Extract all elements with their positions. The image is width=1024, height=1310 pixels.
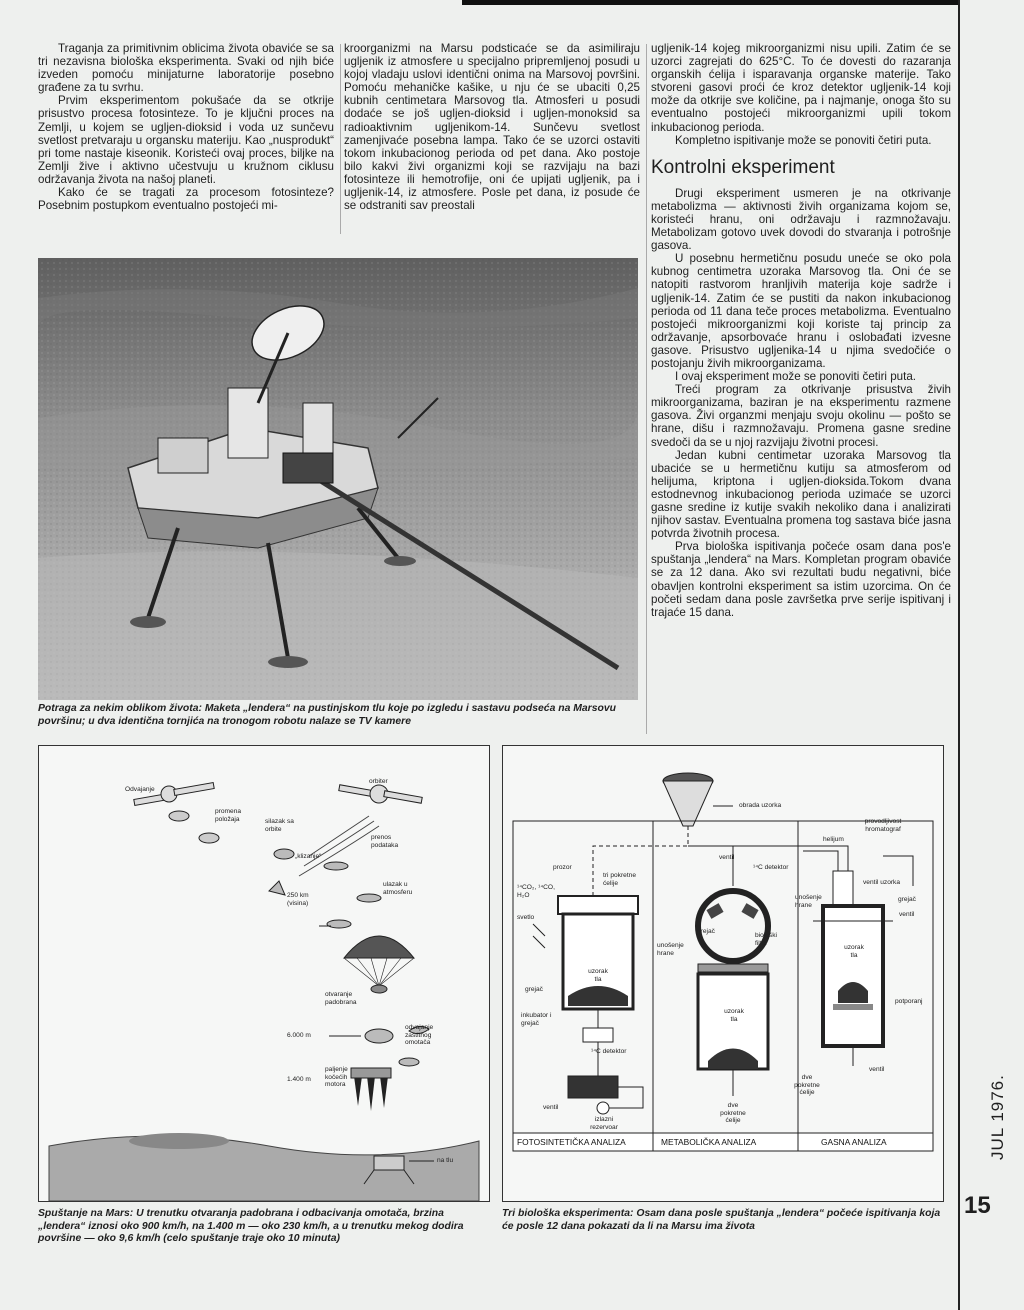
section-heading: Kontrolni eksperiment bbox=[651, 156, 835, 178]
label-ventil-foto: ventil bbox=[543, 1104, 559, 1111]
label-uzorak-tla-foto: uzorak tla bbox=[588, 968, 608, 983]
label-grejac-foto: grejač bbox=[525, 986, 543, 993]
label-ventil-1: ventil bbox=[719, 854, 735, 861]
parachute-icon bbox=[344, 936, 414, 993]
label-c14-detektor: ¹⁴C detektor bbox=[591, 1048, 627, 1055]
label-obrada: obrada uzorka bbox=[739, 802, 782, 809]
paragraph: Jedan kubni centimetar uzoraka Marsovog tla ubaciće se u hermetičnu kutiju sa atmosferom od helijuma, kriptona i ugljen-dioksida.Tokom dvana estodnevnog inkubacionog perioda uzimaće se uzorci gasne sredine iz kutije svakih nekoliko dana i analizirati njihov sastav. Eventualna promena tog sastava biće jasna potvrda životnih procesa. bbox=[651, 448, 951, 541]
orbiter-right-icon bbox=[339, 785, 422, 804]
title-gas: GASNA ANALIZA bbox=[821, 1137, 887, 1147]
column-divider bbox=[340, 44, 341, 234]
label-otvaranje: otvaranje padobrana bbox=[325, 991, 357, 1006]
page-number: 15 bbox=[964, 1192, 991, 1219]
label-klizanje: „klizanje“ bbox=[295, 853, 322, 860]
label-6000m: 6.000 m bbox=[287, 1032, 311, 1039]
mars-ground bbox=[49, 1136, 479, 1201]
paragraph: Treći program za otkrivanje prisustva živih mikroorganizama, baziran je na eksperimentu razmene gasova. Živi organzmi menjaju svoju okolinu — pošto se hrane, dišu i razmnožavaju. Promena gasne sredine svedoči da se u njoj razvijaju životni procesi. bbox=[651, 383, 951, 449]
entry-capsules bbox=[269, 849, 381, 928]
landing-caption: Spuštanje na Mars: U trenutku otvaranja padobrana i odbacivanja omotača, brzina „lendera“ iznosi oko 900 km/h, na 1.400 m — oko 230 km/h, a u trenutku mekog dodira površine — oko 9,6 km/h (celo spuštanje traje oko 10 minuta) bbox=[38, 1208, 464, 1244]
paragraph: Traganja za primitivnim oblicima života obaviće se sa tri nezavisna biološka eksperimenta. Svaki od njih biće izveden pomoću minijaturne laboratorije posebno građene za tu svrhu. bbox=[38, 42, 334, 95]
label-250km: 250 km (visina) bbox=[287, 892, 309, 907]
paragraph: Prvim eksperimentom pokušaće da se otkrije prisustvo procesa fotosinteze. To je ključni proces na Zemlji, u kojem se ugljen-dioksid i voda uz sunčevu svetlost pretvaraju u organsku materiju. Kao „nusprodukt“ pri tome nastaje kiseonik. Koristeći ovaj proces, biljke na Zemlji žive i aktivno učestvuju u kružnom ciklusu održavanja života na našoj planeti. bbox=[38, 94, 334, 186]
label-ulazak: ulazak u atmosferu bbox=[383, 881, 413, 896]
label-dve-pokretne-gas: dve pokretne ćelije bbox=[794, 1074, 820, 1097]
paragraph: Kompletno ispitivanje može se ponoviti četiri puta. bbox=[675, 133, 932, 147]
experiments-drawing bbox=[503, 746, 943, 1201]
label-svetlo: svetlo bbox=[517, 914, 535, 921]
label-1400m: 1.400 m bbox=[287, 1076, 311, 1083]
title-photosynthesis: FOTOSINTETIČKA ANALIZA bbox=[517, 1137, 626, 1147]
landing-sequence-diagram bbox=[38, 745, 490, 1202]
label-uzorak-tla-gas: uzorak tla bbox=[844, 944, 864, 959]
label-silazak: silazak sa orbite bbox=[265, 818, 294, 833]
paragraph: Prva biološka ispitivanja počeće osam dana pos'e spuštanja „lendera“ na Mars. Kompletan program obaviće se za 12 dana. Ako svi rezultati budu negativni, biće obavljen kontrolni eksperiment sa istim uzorcima. On će početi sedam dana posle završetka prve serije ispitivanj i trajaće 15 dana. bbox=[651, 540, 951, 619]
label-bioloski-filter: biološki filter bbox=[755, 932, 777, 947]
text-column-2 bbox=[344, 42, 640, 237]
label-paljenje: paljenje kočećih motora bbox=[325, 1066, 348, 1089]
label-orbiter: orbiter bbox=[369, 778, 388, 785]
landing-sequence-drawing bbox=[39, 746, 489, 1201]
label-prozor: prozor bbox=[553, 864, 572, 871]
issue-date: JUL 1976. bbox=[988, 1074, 1007, 1160]
paragraph: U posebnu hermetičnu posudu uneće se oko pola kubnog centimetra uzoraka Marsovog tla. Oni će se natopiti rastvorom hranljivih materija koje sadrže i ugljenik-14. Zatim će se pustiti da nakon inkubacionog perioda od 11 dana teče proces metabolizma. Eventualno postojeći mikroorganizmi koji koriste taj princip za održavanje, apsorbovaće hranu i oslobađati izvesne gasove. Prisustvo ugljenika-14 u njima svedočiće o postojanju živih mikroorganizama. bbox=[651, 252, 951, 370]
column-divider bbox=[646, 44, 647, 734]
label-gases: ¹⁴CO₂, ¹⁴CO, H₂O bbox=[517, 884, 555, 899]
label-ventil-uzorka: ventil uzorka bbox=[863, 879, 901, 886]
label-ventil-gas-bottom: ventil bbox=[869, 1066, 885, 1073]
text-column-1 bbox=[38, 42, 334, 237]
label-inkubator: inkubator i grejač bbox=[521, 1012, 552, 1027]
label-odvajanje-omotaca: odvajanje zaštitnog omotača bbox=[405, 1024, 434, 1047]
paragraph: Kako će se tragati za procesom fotosinteze? Posebnim postupkom eventualno postojeći mi- bbox=[38, 186, 334, 213]
top-rule bbox=[462, 0, 960, 5]
photo-caption: Potraga za nekim oblikom života: Maketa „lendera“ na pustinjskom tlu koje po izgledu i sastavu podseća na Marsovu površinu; u dva identična tornjića na tronogom robotu nalaze se TV kamere bbox=[38, 703, 616, 727]
label-unosenje-hrane-gas: unošenje hrane bbox=[795, 894, 822, 909]
text-column-3 bbox=[651, 42, 951, 742]
label-potporanj: potporanj bbox=[895, 998, 923, 1005]
label-ventil-gas: ventil bbox=[899, 911, 915, 918]
label-grejac-gas: grejač bbox=[898, 896, 916, 903]
label-unosenje-hrane-meta: unošenje hrane bbox=[657, 942, 684, 957]
lander-photo bbox=[38, 258, 638, 700]
label-izlazni-rezervoar: izlazni rezervoar bbox=[590, 1116, 618, 1131]
label-odvajanje: Odvajanje bbox=[125, 786, 155, 793]
label-grejac-meta: grejač bbox=[697, 928, 715, 935]
sample-hopper bbox=[663, 773, 733, 826]
label-helijum: helijum bbox=[823, 836, 844, 843]
lander-illustration bbox=[38, 258, 638, 700]
experiments-diagram bbox=[502, 745, 944, 1202]
paragraph: kroorganizmi na Marsu podsticaće se da asimiliraju ugljenik iz atmosfere u specijalno pripremljenoj posudi u kojoj vladaju uslovi identični onima na Marsovoj površini. Pomoću mehaničke kašike, u nju će se ubaciti 0,25 kubnih centimetara Marsovog tla. Atmosferi u posudi dodaće se još ugljen-dioksid i ugljen-monoksid sa radioaktivnim ugljenikom-14. Sunčevu svetlost zamenjivaće posebna lampa. Tako će se uzorci ostaviti tokom inkubacionog perioda od pet dana. Ako postoje bilo kakvi živi organizmi koji se razvijaju na bazi fotosinteze ili hemotrofije, oni će upijati ugljenik, pa i ugljenik-14, iz atmosfere. Posle pet dana, iz posude će se odstraniti sav preostali bbox=[344, 42, 640, 213]
label-dve-pokretne-meta: dve pokretne ćelije bbox=[720, 1102, 746, 1125]
paragraph: I ovaj eksperiment može se ponoviti četiri puta. bbox=[675, 370, 917, 384]
label-prenos: prenos podataka bbox=[371, 834, 399, 849]
margin-rule bbox=[958, 0, 960, 1310]
metabolic-chamber bbox=[698, 891, 768, 1096]
experiments-caption: Tri biološka eksperimenta: Osam dana posle spuštanja „lendera“ počeće ispitivanja koja će posle 12 dana pokazati da li na Marsu ima života bbox=[502, 1208, 941, 1232]
paragraph: Drugi eksperiment usmeren je na otkrivanje metabolizma — aktivnosti živih organizama kojom se, koristeći hranu, oni održavaju i razmnožavaju. Metabolizam gotovo uvek dovodi do stvaranja i potrošnje gasova. bbox=[651, 186, 951, 253]
title-metabolic: METABOLIČKA ANALIZA bbox=[661, 1137, 757, 1147]
paragraph: ugljenik-14 kojeg mikroorganizmi nisu upili. Zatim će se uzorci zagrejati do 625°C. To će dovesti do razaranja organskih ćelija i isparavanja organske materije. Tako stvoreni gasovi proći će kroz detektor ugljenik-14 koji može da otkrije sve količine, pa i najmanje, onoga što su eventualno postojeći mikroorganizmi upili tokom inkubacionog perioda. bbox=[651, 42, 951, 134]
lander-capsule-icon bbox=[169, 811, 219, 843]
label-promena: promena položaja bbox=[215, 808, 242, 823]
label-provodljivost: provodljivost hromatograf bbox=[864, 818, 902, 833]
label-tri-pokretne: tri pokretne ćelije bbox=[603, 872, 636, 887]
label-c14-detektor-top: ¹⁴C detektor bbox=[753, 864, 789, 871]
label-na-tlu: na tlu bbox=[437, 1157, 454, 1164]
photosynthesis-chamber bbox=[533, 896, 643, 1114]
label-uzorak-tla-meta: uzorak tla bbox=[724, 1008, 744, 1023]
